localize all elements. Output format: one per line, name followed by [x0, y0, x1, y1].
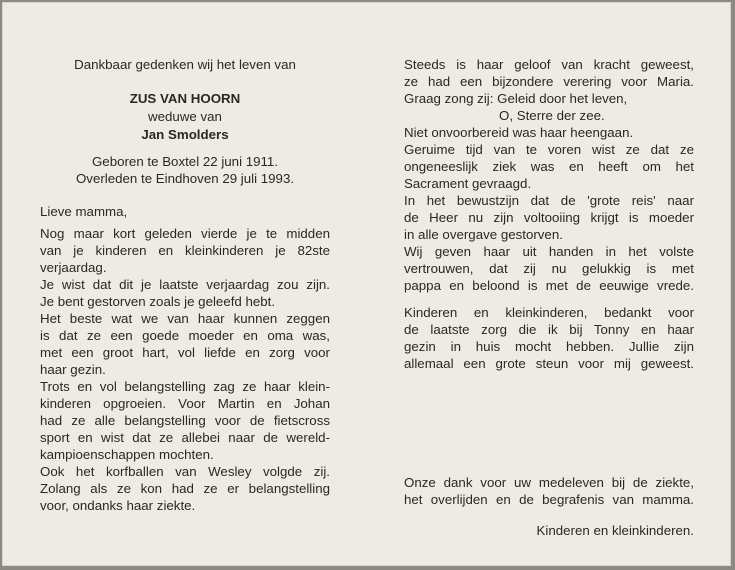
body-line: met een groot hart, vol liefde en zorg voor — [40, 345, 330, 360]
thanks-line: gezin in huis mocht hebben. Jullie zijn — [404, 339, 694, 354]
body-line: Nog maar kort geleden vierde je te midden — [40, 226, 330, 241]
poem-line: Graag zong zij: Geleid door het leven, — [404, 91, 628, 106]
thanks-line: allemaal een grote steun voor mij geweest. — [404, 356, 694, 371]
body-line: van je kinderen en kleinkinderen je 82ste — [40, 243, 330, 258]
body-line: haar gezin. — [40, 362, 106, 377]
body-line: had ze alle belangstelling voor de fietscross — [40, 413, 330, 428]
body-line: Het beste wat we van haar kunnen zeggen — [40, 311, 330, 326]
body-line: verjaardag. — [40, 260, 107, 275]
poem-line: In het bewustzijn dat de 'grote reis' naar — [404, 193, 694, 208]
poem-line: Sacrament gevraagd. — [404, 176, 532, 191]
poem-line: pappa en beloond is met de eeuwige vrede. — [404, 278, 694, 293]
thanks-line: de laatste zorg die ik bij Tonny en haar — [404, 322, 694, 337]
body-line: kampioenschappen mochten. — [40, 447, 214, 462]
body-line: is dat ze een goede moeder en oma was, — [40, 328, 330, 343]
poem-line: Wij geven haar uit handen in het volste — [404, 244, 694, 259]
body-line: Trots en vol belangstelling zag ze haar klein- — [40, 379, 330, 394]
widow-of-text: weduwe van — [148, 109, 222, 124]
thanks-block — [404, 304, 694, 372]
body-line: sport en wist dat ze allebei naar de wereld- — [40, 430, 330, 445]
thanks-line: Kinderen en kleinkinderen, bedankt voor — [404, 305, 694, 320]
body-line: Je wist dat dit je laatste verjaardag zou zijn. — [40, 277, 330, 292]
death-line: Overleden te Eindhoven 29 juli 1993. — [75, 171, 295, 186]
poem-line: O, Sterre der zee. — [499, 108, 605, 123]
memorial-card — [2, 2, 731, 566]
salutation: Lieve mamma, — [40, 204, 128, 219]
poem-line: ongeneeslijk ziek was en heeft om het — [404, 159, 694, 174]
body-line: Zolang als ze kon had ze er belangstelling — [40, 481, 330, 496]
left-column — [40, 56, 330, 514]
closing-block — [404, 474, 694, 508]
closing-line: het overlijden en de begrafenis van mamma. — [404, 492, 694, 507]
body-line: voor, ondanks haar ziekte. — [40, 498, 196, 513]
body-line: kinderen opgroeien. Voor Martin en Johan — [40, 396, 330, 411]
deceased-name: ZUS VAN HOORN — [129, 91, 241, 106]
poem-line: ze had een bijzondere verering voor Maria. — [404, 74, 694, 89]
poem-block — [404, 56, 694, 294]
closing-line: Onze dank voor uw medeleven bij de ziekte, — [404, 475, 694, 490]
poem-line: Steeds is haar geloof van kracht geweest, — [404, 57, 694, 72]
poem-line: Geruime tijd van te voren wist ze dat ze — [404, 142, 694, 157]
poem-line: Niet onvoorbereid was haar heengaan. — [404, 125, 634, 140]
body-line: Ook het korfballen van Wesley volgde zij. — [40, 464, 330, 479]
body-line: Je bent gestorven zoals je geleefd hebt. — [40, 294, 276, 309]
intro-text: Dankbaar gedenken wij het leven van — [74, 57, 296, 72]
birth-line: Geboren te Boxtel 22 juni 1911. — [91, 154, 279, 169]
signature: Kinderen en kleinkinderen. — [536, 523, 694, 538]
poem-line: de Heer nu zijn voltooiing krijgt is moeder — [404, 210, 694, 225]
poem-line: vertrouwen, dat zij nu gelukkig is met — [404, 261, 694, 276]
letter-body — [40, 225, 330, 514]
poem-line: in alle overgave gestorven. — [404, 227, 563, 242]
right-column — [404, 56, 694, 539]
husband-name: Jan Smolders — [141, 127, 229, 142]
